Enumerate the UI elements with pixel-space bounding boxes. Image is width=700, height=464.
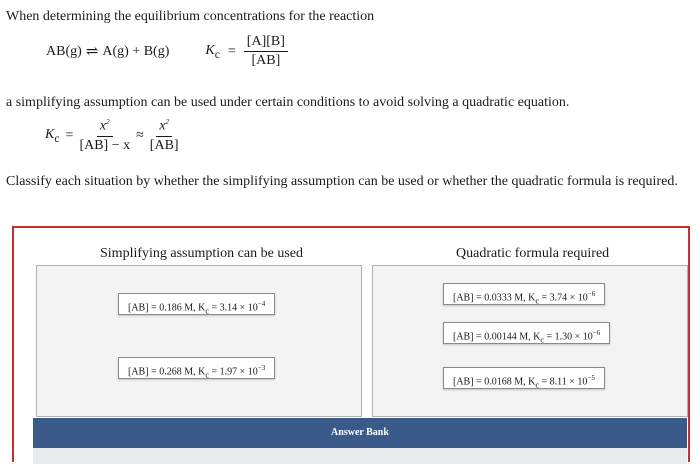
kc-symbol-approx: $K_c$ (45, 126, 60, 145)
kc-denominator: [AB] (251, 53, 281, 68)
kc-expression (244, 34, 288, 69)
approximation-equation (45, 118, 179, 154)
reaction-products: A(g) + B(g) (102, 43, 170, 59)
simplifying-drop-zone[interactable] (36, 265, 362, 417)
equilibrium-arrow: ⇌ (85, 44, 99, 60)
simplifying-bin-title: Simplifying assumption can be used (100, 246, 303, 261)
situation-tile[interactable]: [AB] = 0.0168 M, $K_c = 8.11 \times 10^{-5}$ (443, 367, 605, 389)
answer-bank-header: Answer Bank (33, 418, 687, 448)
situation-tile[interactable]: [AB] = 0.186 M, $K_c = 3.14 \times 10^{-4}$ (118, 293, 275, 315)
classify-instructions: Classify each situation by whether the simplifying assumption can be used or whether the quadratic formula is required. (6, 174, 678, 189)
kc-numerator: [A][B] (244, 34, 288, 52)
sorting-panel (12, 226, 690, 462)
situation-tile[interactable]: [AB] = 0.00144 M, $K_c = 1.30 \times 10^{-6}$ (443, 322, 610, 344)
intro-text: When determining the equilibrium concentrations for the reaction (6, 9, 375, 24)
simplified-fraction: $\frac{x^2}{[AB]}$ (149, 118, 179, 153)
quadratic-bin-title: Quadratic formula required (456, 246, 610, 261)
approx-equals: = (65, 127, 74, 143)
approx-symbol: ≈ (136, 127, 144, 143)
kc-equals: = (227, 43, 236, 59)
kc-symbol: $K_c$ (205, 42, 220, 61)
exact-fraction: $\frac{x^2}{[AB] - x}$ (79, 118, 131, 153)
situation-tile[interactable]: [AB] = 0.0333 M, $K_c = 3.74 \times 10^{-6}$ (443, 283, 605, 305)
reaction-equation (46, 34, 288, 69)
quadratic-drop-zone[interactable] (372, 265, 688, 417)
reaction-reactant: AB(g) (46, 43, 82, 59)
situation-tile[interactable]: [AB] = 0.268 M, $K_c = 1.97 \times 10^{-3}$ (118, 357, 275, 379)
assumption-text: a simplifying assumption can be used under certain conditions to avoid solving a quadratic equation. (6, 95, 570, 110)
